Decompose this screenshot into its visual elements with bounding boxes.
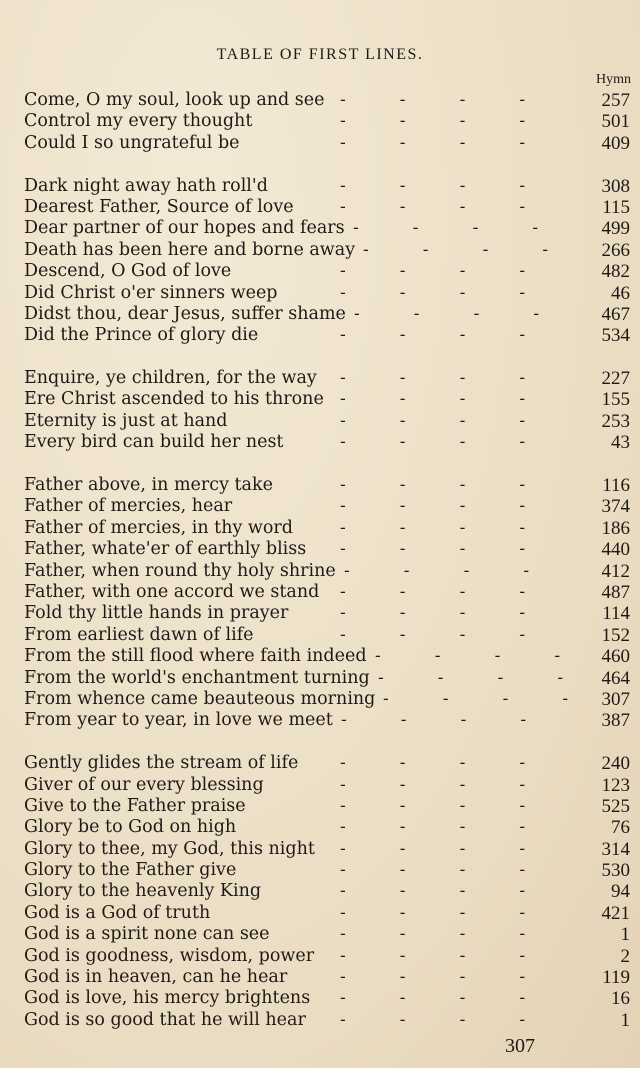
first-line-text: Didst thou, dear Jesus, suffer shame xyxy=(24,303,346,324)
index-entry xyxy=(0,261,640,282)
dot-leader: - - - - xyxy=(340,325,526,346)
first-line-text: Glory be to God on high xyxy=(24,817,237,838)
dot-leader: - - - - xyxy=(340,90,526,110)
index-entry xyxy=(0,753,640,774)
index-entry xyxy=(0,475,640,496)
index-entry xyxy=(0,111,640,132)
first-line-text: From the still flood where faith indeed xyxy=(24,646,367,667)
hymn-number: 114 xyxy=(602,603,630,625)
dot-leader: - - - - xyxy=(340,774,526,795)
dot-leader: - - - - xyxy=(340,517,526,538)
dot-leader: - - - - xyxy=(340,624,526,645)
dot-leader: - - - - xyxy=(340,924,526,945)
index-entry xyxy=(0,924,640,945)
hymn-number: 440 xyxy=(601,539,630,561)
first-line-text: Dark night away hath roll'd xyxy=(24,175,268,196)
first-line-text: Ere Christ ascended to his throne xyxy=(24,389,324,410)
hymn-number: 501 xyxy=(601,111,630,133)
index-entry xyxy=(0,325,640,346)
dot-leader: - - - - xyxy=(340,753,526,774)
page-title: TABLE OF FIRST LINES. xyxy=(216,46,424,63)
index-entry xyxy=(0,817,640,838)
dot-leader: - - - - xyxy=(341,710,527,731)
dot-leader: - - - - xyxy=(340,967,526,988)
index-entry xyxy=(0,668,640,689)
hymn-number: 152 xyxy=(601,624,630,646)
hymn-number: 1 xyxy=(620,1009,630,1031)
index-entry xyxy=(0,561,640,582)
index-entry xyxy=(0,304,640,325)
hymn-number: 76 xyxy=(611,817,630,839)
hymn-number: 1 xyxy=(620,924,630,946)
index-entry xyxy=(0,967,640,988)
hymn-number: 16 xyxy=(611,988,630,1010)
hymn-number: 123 xyxy=(601,774,630,796)
dot-leader: - - - - xyxy=(340,196,526,217)
hymn-number: 155 xyxy=(601,389,630,411)
hymn-number: 46 xyxy=(611,282,630,304)
first-line-text: Gently glides the stream of life xyxy=(24,753,299,774)
dot-leader: - - - - xyxy=(340,410,526,431)
index-entry xyxy=(0,411,640,432)
first-line-text: Did the Prince of glory die xyxy=(24,325,259,346)
hymn-column-header: Hymn xyxy=(596,72,631,87)
dot-leader: - - - - xyxy=(340,261,526,282)
hymn-number: 186 xyxy=(601,517,630,539)
hymn-number: 43 xyxy=(611,432,630,454)
hymn-number: 115 xyxy=(602,196,630,218)
hymn-number: 307 xyxy=(601,688,630,710)
hymn-number: 308 xyxy=(601,175,630,197)
first-line-text: Father of mercies, in thy word xyxy=(24,517,293,538)
dot-leader: - - - - xyxy=(340,860,526,881)
dot-leader: - - - - xyxy=(378,667,564,688)
hymn-number: 530 xyxy=(601,860,630,882)
index-entry xyxy=(0,860,640,881)
hymn-number: 2 xyxy=(620,945,630,967)
first-line-text: God is a spirit none can see xyxy=(24,924,270,945)
dot-leader: - - - - xyxy=(340,881,526,902)
dot-leader: - - - - xyxy=(375,646,561,667)
dot-leader: - - - - xyxy=(363,239,549,260)
first-line-text: Control my every thought xyxy=(24,111,253,132)
first-line-text: Glory to the heavenly King xyxy=(24,881,262,902)
first-line-text: Father, whate'er of earthly bliss xyxy=(24,539,307,560)
dot-leader: - - - - xyxy=(340,496,526,517)
index-entry xyxy=(0,368,640,389)
index-entry xyxy=(0,1010,640,1031)
index-entry xyxy=(0,518,640,539)
hymn-number: 467 xyxy=(601,303,630,325)
first-line-text: Come, O my soul, look up and see xyxy=(24,90,325,110)
group-spacer xyxy=(0,732,640,753)
index-entry xyxy=(0,796,640,817)
index-entry xyxy=(0,496,640,517)
dot-leader: - - - - xyxy=(340,539,526,560)
dot-leader: - - - - xyxy=(340,988,526,1009)
dot-leader: - - - - xyxy=(340,432,526,453)
index-entry xyxy=(0,646,640,667)
index-entry xyxy=(0,539,640,560)
hymn-number: 409 xyxy=(601,132,630,154)
hymn-number: 460 xyxy=(601,646,630,668)
hymn-number: 421 xyxy=(601,902,630,924)
dot-leader: - - - - xyxy=(353,218,539,239)
dot-leader: - - - - xyxy=(340,282,526,303)
first-line-text: Glory to the Father give xyxy=(24,860,237,881)
hymn-number: 253 xyxy=(601,410,630,432)
first-line-text: God is goodness, wisdom, power xyxy=(24,945,315,966)
dot-leader: - - - - xyxy=(340,817,526,838)
index-entry xyxy=(0,389,640,410)
hymn-number: 119 xyxy=(602,967,630,989)
index-entry xyxy=(0,988,640,1009)
index-entry xyxy=(0,903,640,924)
index-entry xyxy=(0,603,640,624)
first-line-text: From whence came beauteous morning xyxy=(24,688,376,709)
dot-leader: - - - - xyxy=(340,581,526,602)
index-entry xyxy=(0,283,640,304)
first-line-text: Fold thy little hands in prayer xyxy=(24,603,289,624)
first-line-text: Glory to thee, my God, this night xyxy=(24,838,315,859)
first-line-text: God is in heaven, can he hear xyxy=(24,967,288,988)
group-spacer xyxy=(0,454,640,475)
first-line-text: From year to year, in love we meet xyxy=(24,710,333,731)
hymn-number: 387 xyxy=(601,710,630,732)
dot-leader: - - - - xyxy=(340,1009,526,1030)
index-entry xyxy=(0,689,640,710)
hymn-number: 314 xyxy=(601,838,630,860)
dot-leader: - - - - xyxy=(340,838,526,859)
index-entry xyxy=(0,218,640,239)
first-line-text: Descend, O God of love xyxy=(24,261,232,282)
group-spacer xyxy=(0,154,640,175)
hymn-number: 412 xyxy=(601,560,630,582)
hymn-number: 534 xyxy=(601,325,630,347)
index-entry xyxy=(0,240,640,261)
index-entry xyxy=(0,946,640,967)
dot-leader: - - - - xyxy=(340,368,526,389)
first-line-text: God is a God of truth xyxy=(24,902,211,923)
index-entry xyxy=(0,432,640,453)
hymn-number: 482 xyxy=(601,261,630,283)
hymn-number: 464 xyxy=(601,667,630,689)
index-entry xyxy=(0,625,640,646)
first-line-text: Could I so ungrateful be xyxy=(24,132,240,153)
first-lines-list xyxy=(0,90,640,1031)
first-line-text: From earliest dawn of life xyxy=(24,624,254,645)
first-line-text: God is so good that he will hear xyxy=(24,1009,306,1030)
page-number: 307 xyxy=(505,1035,535,1057)
first-line-text: Father above, in mercy take xyxy=(24,475,273,496)
hymn-number: 94 xyxy=(611,881,630,903)
first-line-text: Death has been here and borne away xyxy=(24,239,356,260)
first-line-text: Every bird can build her nest xyxy=(24,432,284,453)
dot-leader: - - - - xyxy=(340,111,526,132)
index-entry xyxy=(0,839,640,860)
hymn-number: 116 xyxy=(602,475,630,497)
hymn-number: 257 xyxy=(601,90,630,111)
first-line-text: Father, when round thy holy shrine xyxy=(24,560,336,581)
index-entry xyxy=(0,197,640,218)
hymn-number: 525 xyxy=(601,795,630,817)
dot-leader: - - - - xyxy=(340,389,526,410)
index-entry xyxy=(0,710,640,731)
dot-leader: - - - - xyxy=(344,560,530,581)
dot-leader: - - - - xyxy=(340,795,526,816)
first-line-text: Did Christ o'er sinners weep xyxy=(24,282,278,303)
first-line-text: Giver of our every blessing xyxy=(24,774,264,795)
hymn-number: 227 xyxy=(601,368,630,390)
first-line-text: Enquire, ye children, for the way xyxy=(24,368,317,389)
first-line-text: Dearest Father, Source of love xyxy=(24,196,294,217)
index-entry xyxy=(0,881,640,902)
first-line-text: Father of mercies, hear xyxy=(24,496,233,517)
dot-leader: - - - - xyxy=(340,132,526,153)
index-entry xyxy=(0,133,640,154)
first-line-text: God is love, his mercy brightens xyxy=(24,988,311,1009)
hymn-number: 374 xyxy=(601,496,630,518)
dot-leader: - - - - xyxy=(340,902,526,923)
first-line-text: Father, with one accord we stand xyxy=(24,581,320,602)
first-line-text: From the world's enchantment turning xyxy=(24,667,370,688)
index-entry xyxy=(0,176,640,197)
hymn-number: 487 xyxy=(601,581,630,603)
index-entry xyxy=(0,582,640,603)
dot-leader: - - - - xyxy=(340,603,526,624)
hymn-number: 266 xyxy=(601,239,630,261)
dot-leader: - - - - xyxy=(354,303,540,324)
dot-leader: - - - - xyxy=(340,945,526,966)
dot-leader: - - - - xyxy=(340,175,526,196)
first-line-text: Give to the Father praise xyxy=(24,795,246,816)
index-entry xyxy=(0,775,640,796)
hymn-number: 499 xyxy=(601,218,630,240)
first-line-text: Eternity is just at hand xyxy=(24,410,228,431)
group-spacer xyxy=(0,347,640,368)
dot-leader: - - - - xyxy=(340,475,526,496)
index-entry xyxy=(0,90,640,111)
dot-leader: - - - - xyxy=(383,688,569,709)
first-line-text: Dear partner of our hopes and fears xyxy=(24,218,345,239)
hymn-number: 240 xyxy=(601,753,630,775)
